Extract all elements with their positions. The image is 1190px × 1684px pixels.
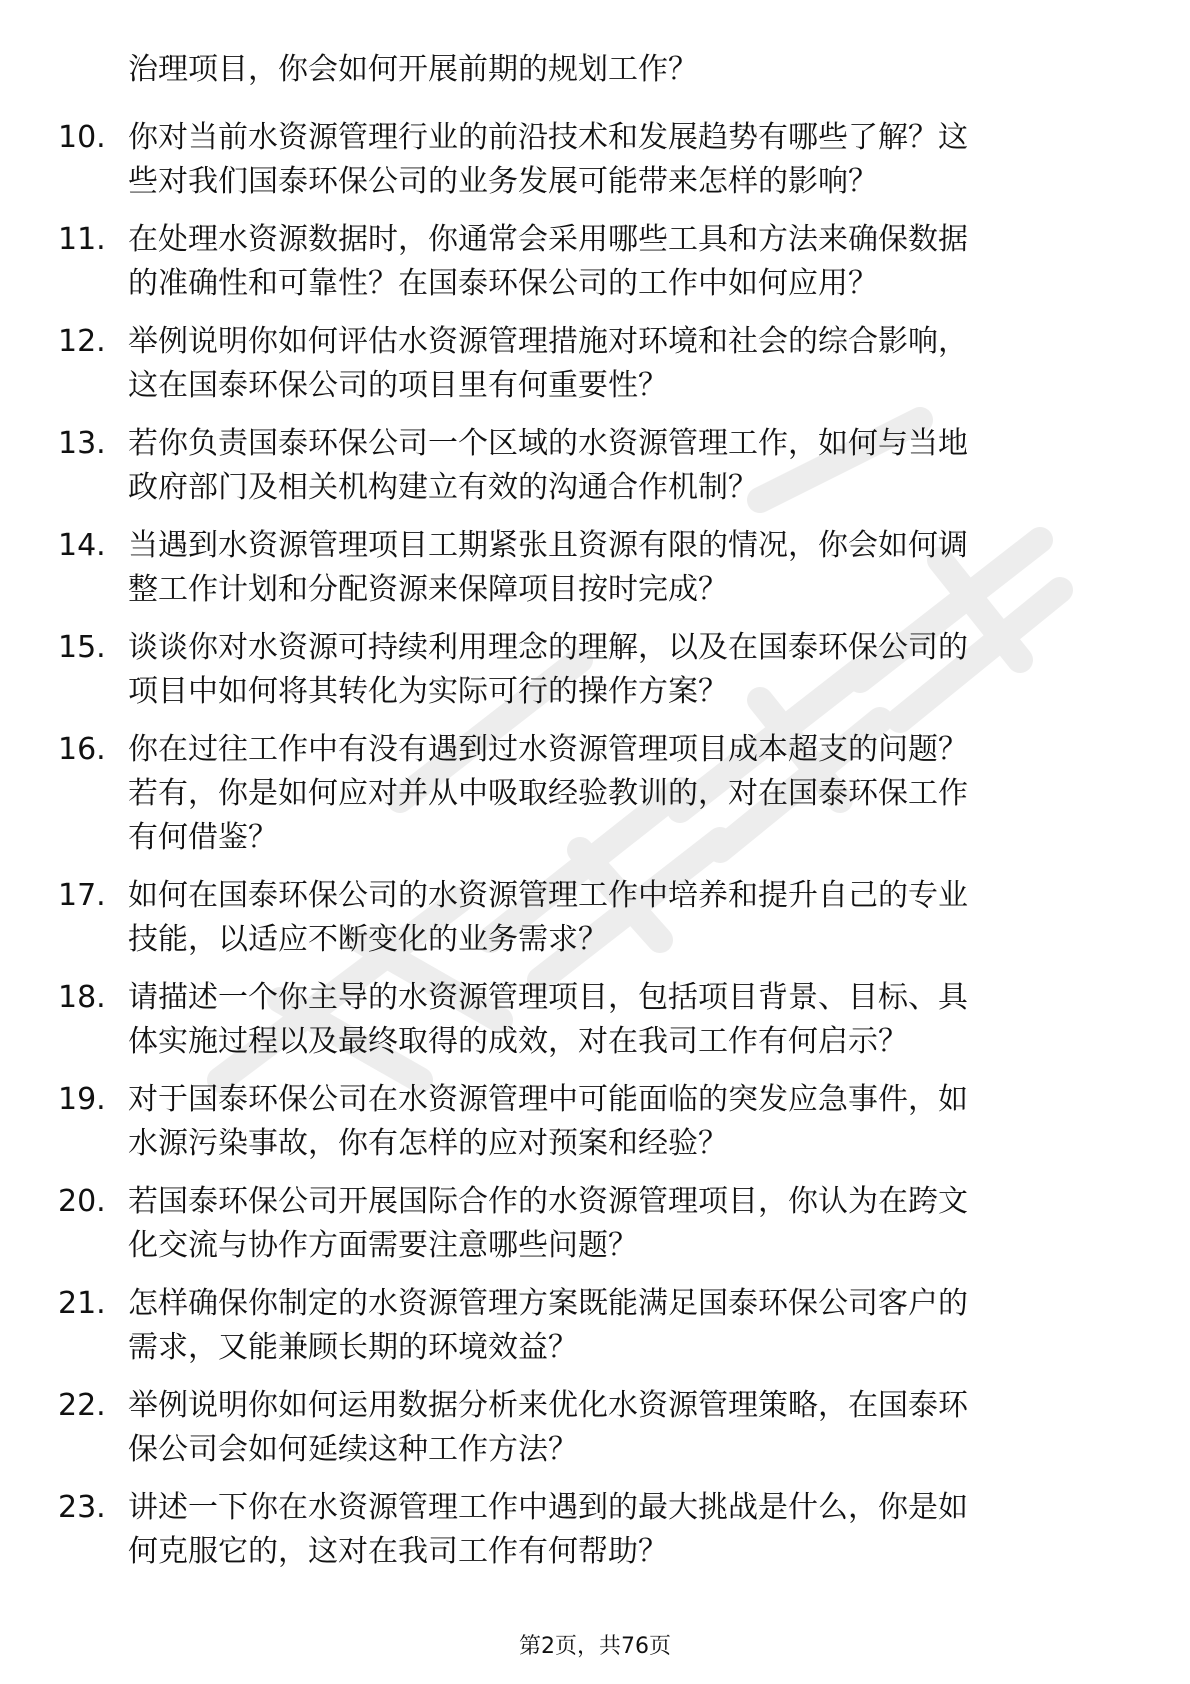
- question-text-line: 保公司会如何延续这种工作方法？: [128, 1432, 578, 1467]
- question-text-line: 你对当前水资源管理行业的前沿技术和发展趋势有哪些了解？这: [128, 120, 968, 155]
- question-text: [128, 524, 1108, 612]
- question-text-line: 项目中如何将其转化为实际可行的操作方案？: [128, 674, 728, 709]
- question-text-line: 政府部门及相关机构建立有效的沟通合作机制？: [128, 470, 758, 505]
- page-footer: 第2页，共76页: [519, 1634, 671, 1659]
- continuation-line: 治理项目，你会如何开展前期的规划工作？: [128, 52, 698, 87]
- question-number: 16.: [58, 732, 106, 767]
- question-number: 20.: [58, 1184, 106, 1219]
- question-text-line: 若有，你是如何应对并从中吸取经验教训的，对在国泰环保工作: [128, 776, 968, 811]
- list-item: [58, 1486, 1118, 1574]
- question-text-line: 这在国泰环保公司的项目里有何重要性？: [128, 368, 668, 403]
- question-text-line: 如何在国泰环保公司的水资源管理工作中培养和提升自己的专业: [128, 878, 968, 913]
- list-item: [58, 218, 1118, 306]
- question-text: [128, 116, 1108, 204]
- question-text-line: 技能，以适应不断变化的业务需求？: [128, 922, 608, 957]
- question-text-line: 当遇到水资源管理项目工期紧张且资源有限的情况，你会如何调: [128, 528, 968, 563]
- question-text-line: 举例说明你如何评估水资源管理措施对环境和社会的综合影响，: [128, 324, 968, 359]
- question-number: 19.: [58, 1082, 106, 1117]
- question-text-line: 你在过往工作中有没有遇到过水资源管理项目成本超支的问题？: [128, 732, 968, 767]
- question-text: [128, 1384, 1108, 1472]
- question-text-line: 化交流与协作方面需要注意哪些问题？: [128, 1228, 638, 1263]
- question-text-line: 体实施过程以及最终取得的成效，对在我司工作有何启示？: [128, 1024, 908, 1059]
- question-text-line: 举例说明你如何运用数据分析来优化水资源管理策略，在国泰环: [128, 1388, 968, 1423]
- question-text-line: 整工作计划和分配资源来保障项目按时完成？: [128, 572, 728, 607]
- list-item: [58, 1384, 1118, 1472]
- question-text: [128, 728, 1108, 860]
- question-text: [128, 1180, 1108, 1268]
- question-number: 12.: [58, 324, 106, 359]
- question-number: 21.: [58, 1286, 106, 1321]
- question-text-line: 怎样确保你制定的水资源管理方案既能满足国泰环保公司客户的: [128, 1286, 968, 1321]
- question-text-line: 对于国泰环保公司在水资源管理中可能面临的突发应急事件，如: [128, 1082, 968, 1117]
- question-text: [128, 320, 1108, 408]
- question-text-line: 谈谈你对水资源可持续利用理念的理解，以及在国泰环保公司的: [128, 630, 968, 665]
- question-text-line: 需求，又能兼顾长期的环境效益？: [128, 1330, 578, 1365]
- question-number: 22.: [58, 1388, 106, 1423]
- question-list: [58, 116, 1118, 1588]
- question-text: [128, 422, 1108, 510]
- question-number: 18.: [58, 980, 106, 1015]
- list-item: [58, 1078, 1118, 1166]
- question-text-line: 若国泰环保公司开展国际合作的水资源管理项目，你认为在跨文: [128, 1184, 968, 1219]
- question-text: [128, 874, 1108, 962]
- list-item: [58, 1282, 1118, 1370]
- list-item: [58, 1180, 1118, 1268]
- list-item: [58, 976, 1118, 1064]
- question-number: 10.: [58, 120, 106, 155]
- list-item: [58, 320, 1118, 408]
- question-text: [128, 1282, 1108, 1370]
- question-text-line: 若你负责国泰环保公司一个区域的水资源管理工作，如何与当地: [128, 426, 968, 461]
- question-text-line: 些对我们国泰环保公司的业务发展可能带来怎样的影响？: [128, 164, 878, 199]
- question-text-line: 的准确性和可靠性？在国泰环保公司的工作中如何应用？: [128, 266, 878, 301]
- question-number: 15.: [58, 630, 106, 665]
- question-number: 13.: [58, 426, 106, 461]
- list-item: [58, 116, 1118, 204]
- question-number: 17.: [58, 878, 106, 913]
- list-item: [58, 874, 1118, 962]
- question-text-line: 在处理水资源数据时，你通常会采用哪些工具和方法来确保数据: [128, 222, 968, 257]
- list-item: [58, 728, 1118, 860]
- question-text-line: 讲述一下你在水资源管理工作中遇到的最大挑战是什么，你是如: [128, 1490, 968, 1525]
- question-text: [128, 218, 1108, 306]
- question-text: [128, 1486, 1108, 1574]
- list-item: [58, 422, 1118, 510]
- question-number: 11.: [58, 222, 106, 257]
- list-item: [58, 524, 1118, 612]
- question-text-line: 请描述一个你主导的水资源管理项目，包括项目背景、目标、具: [128, 980, 968, 1015]
- question-text-line: 有何借鉴？: [128, 820, 278, 855]
- question-text-line: 何克服它的，这对在我司工作有何帮助？: [128, 1534, 668, 1569]
- question-number: 23.: [58, 1490, 106, 1525]
- question-number: 14.: [58, 528, 106, 563]
- question-text: [128, 1078, 1108, 1166]
- question-text-line: 水源污染事故，你有怎样的应对预案和经验？: [128, 1126, 728, 1161]
- question-text: [128, 626, 1108, 714]
- question-text: [128, 976, 1108, 1064]
- list-item: [58, 626, 1118, 714]
